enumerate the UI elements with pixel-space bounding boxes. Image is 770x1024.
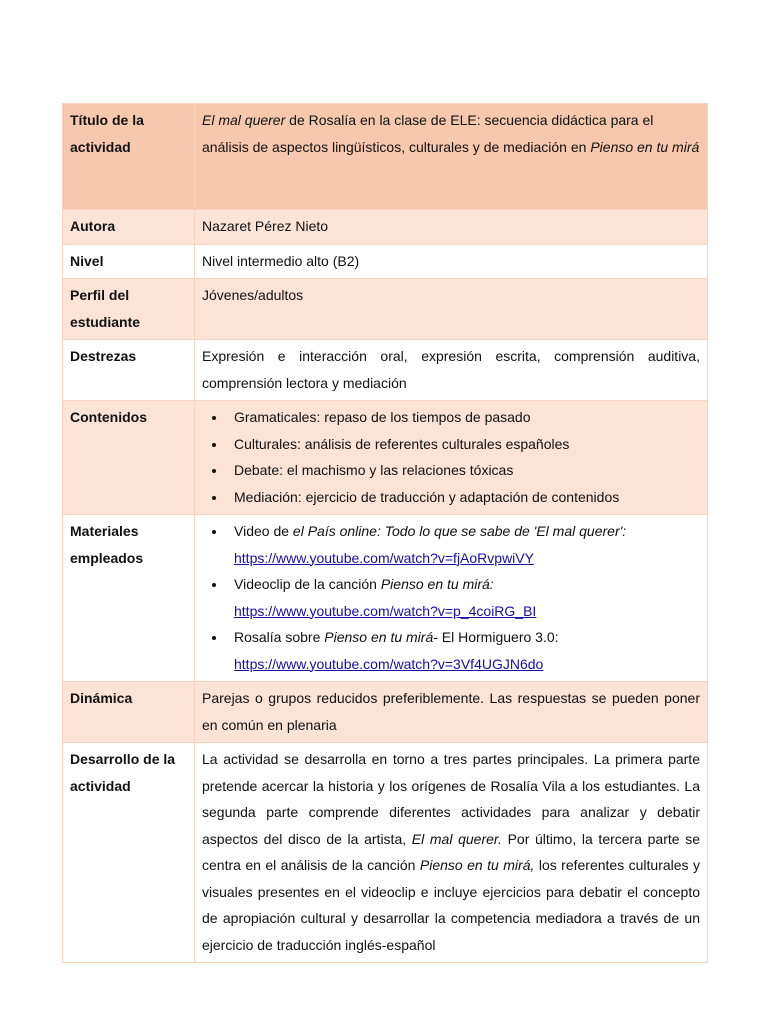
title-italic-album: El mal querer — [202, 112, 286, 128]
desarrollo-text: La actividad se desarrolla en torno a tres partes principales. La primera parte pretende acercar la historia y los orígenes de Rosalía Vila a los estudiantes. La segunda parte comprende diferentes actividades para analizar y debatir aspectos del disco de la artista, — [202, 751, 700, 847]
list-item — [227, 518, 700, 571]
value-perfil: Jóvenes/adultos — [195, 279, 708, 340]
material-italic: Pienso en tu mirá — [324, 629, 434, 645]
label-nivel: Nivel — [63, 244, 195, 279]
material-text: Rosalía sobre — [234, 629, 325, 645]
contenidos-list — [202, 404, 700, 510]
label-perfil: Perfil del estudiante — [63, 279, 195, 340]
desarrollo-text: Por último, la tercera parte se centra en el análisis de la canción — [202, 830, 700, 873]
desarrollo-italic: El mal querer. — [411, 830, 502, 847]
label-titulo: Título de la actividad — [63, 104, 195, 210]
desarrollo-italic: Pienso en tu mirá, — [419, 857, 535, 873]
material-text: Video de — [234, 523, 293, 539]
value-dinamica: Parejas o grupos reducidos preferiblemente. Las respuestas se pueden poner en común en plenaria — [195, 682, 708, 743]
label-autora: Autora — [63, 210, 195, 245]
value-desarrollo — [195, 743, 708, 963]
activity-info-table — [62, 103, 708, 963]
row-perfil — [63, 279, 708, 340]
label-desarrollo: Desarrollo de la actividad — [63, 743, 195, 963]
list-item — [227, 624, 700, 677]
label-destrezas: Destrezas — [63, 340, 195, 401]
list-item: • Debate: el machismo y las relaciones tóxicas — [227, 457, 700, 484]
row-contenidos — [63, 401, 708, 515]
row-nivel — [63, 244, 708, 279]
row-titulo — [63, 104, 708, 210]
material-text-post: - El Hormiguero 3.0: — [433, 629, 559, 645]
row-desarrollo — [63, 743, 708, 963]
material-text: Videoclip de la canción — [234, 576, 381, 592]
row-dinamica — [63, 682, 708, 743]
label-dinamica: Dinámica — [63, 682, 195, 743]
list-item: • Culturales: análisis de referentes culturales españoles — [227, 431, 700, 458]
row-autora — [63, 210, 708, 245]
material-italic: Pienso en tu mirá: — [380, 576, 494, 592]
value-materiales — [195, 515, 708, 682]
title-text: de Rosalía en la clase de ELE: secuencia didáctica para el análisis de aspectos lingüísticos, culturales y de mediación en — [202, 112, 654, 155]
desarrollo-text: los referentes culturales y visuales presentes en el videoclip e incluye ejercicios para debatir el concepto de apropiación cultural y desarrollar la competencia mediadora a través de un ejercicio de traducción inglés-español — [202, 857, 701, 953]
materiales-list — [202, 518, 700, 677]
list-item: • Gramaticales: repaso de los tiempos de pasado — [227, 404, 700, 431]
youtube-link-1[interactable]: https://www.youtube.com/watch?v=fjAoRvpwiVY — [234, 549, 534, 566]
value-destrezas: Expresión e interacción oral, expresión escrita, comprensión auditiva, comprensión lectora y mediación — [195, 340, 708, 401]
title-italic-song: Pienso en tu mirá — [590, 138, 700, 155]
row-destrezas — [63, 340, 708, 401]
youtube-link-2[interactable]: https://www.youtube.com/watch?v=p_4coiRG_BI — [234, 602, 537, 619]
value-titulo — [195, 104, 708, 210]
value-nivel: Nivel intermedio alto (B2) — [195, 244, 708, 279]
youtube-link-3[interactable]: https://www.youtube.com/watch?v=3Vf4UGJN6do — [234, 655, 544, 672]
label-contenidos: Contenidos — [63, 401, 195, 515]
list-item — [227, 571, 700, 624]
material-italic: el País online: Todo lo que se sabe de 'El mal querer': — [292, 523, 627, 539]
list-item: • Mediación: ejercicio de traducción y adaptación de contenidos — [227, 484, 700, 511]
row-materiales — [63, 515, 708, 682]
value-autora: Nazaret Pérez Nieto — [195, 210, 708, 245]
value-contenidos — [195, 401, 708, 515]
label-materiales: Materiales empleados — [63, 515, 195, 682]
